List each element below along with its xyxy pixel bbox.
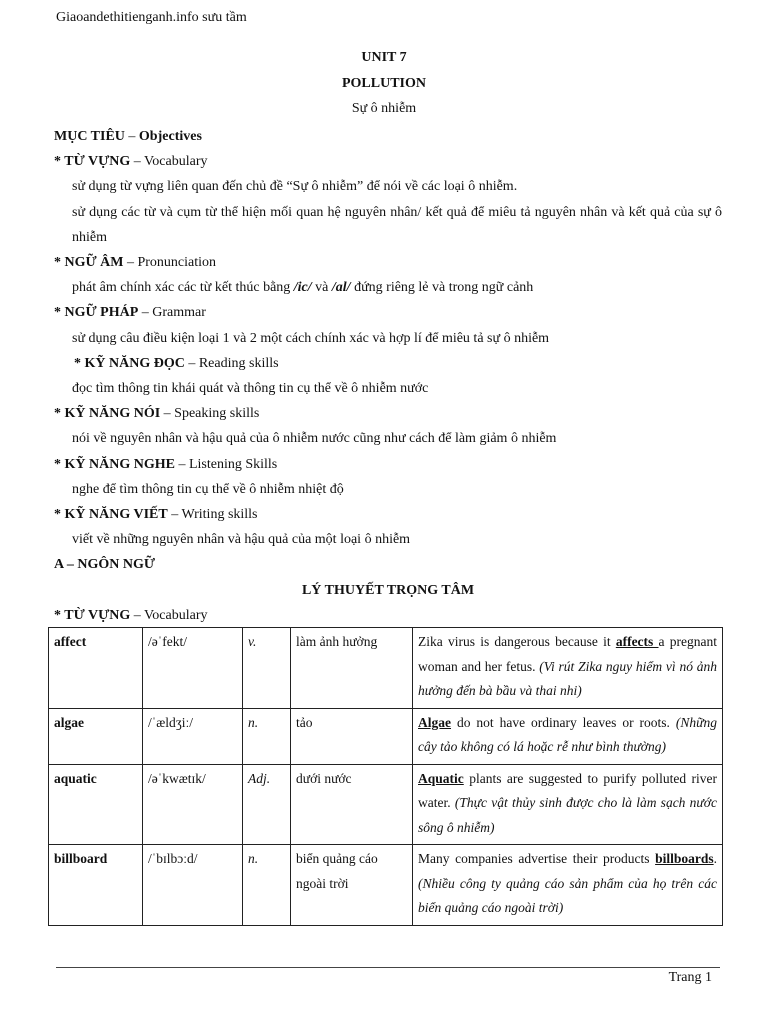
objective-line: phát âm chính xác các từ kết thúc bằng /ic/ và /al/ đứng riêng lẻ và trong ngữ cảnh [72,280,534,296]
objective-line: nghe để tìm thông tin cụ thể về ô nhiễm nhiệt độ [72,481,344,497]
vocab-ipa: /ˈbɪlbɔːd/ [143,845,243,926]
vocab-pos: n. [243,845,291,926]
writing-heading: * KỸ NĂNG VIẾT – Writing skills [54,507,258,523]
vocab-ipa: /ˈældʒiː/ [143,708,243,764]
vocab-pos: v. [243,628,291,709]
grammar-heading: * NGỮ PHÁP – Grammar [54,305,206,321]
vocab-word: affect [49,628,143,709]
vocab-meaning: dưới nước [291,764,413,845]
table-row [49,628,723,709]
objective-line: sử dụng từ vựng liên quan đến chủ đề “Sự ô nhiễm” để nói về các loại ô nhiễm. [72,179,518,195]
objectives-section [54,124,722,628]
source-credit: Giaoandethitienganh.info sưu tầm [56,10,247,25]
pronunciation-heading: * NGỮ ÂM – Pronunciation [54,255,217,271]
vocab-pos: Adj. [243,764,291,845]
vocab-ipa: /əˈkwætɪk/ [143,764,243,845]
vocab-meaning: tảo [291,708,413,764]
page-number: Trang 1 [668,970,712,985]
table-row [49,845,723,926]
vocab-word: aquatic [49,764,143,845]
vocab-example: Aquatic plants are suggested to purify polluted river water. (Thực vật thủy sinh được cho là làm sạch nước sông ô nhiễm) [413,764,723,845]
objective-line: đọc tìm thông tin khái quát và thông tin cụ thể về ô nhiễm nước [72,381,429,397]
vocab-example: Algae do not have ordinary leaves or roots. (Những cây tảo không có lá hoặc rễ như bình thường) [413,708,723,764]
speaking-heading: * KỸ NĂNG NÓI – Speaking skills [54,406,260,422]
footer-divider [56,967,720,968]
vocab-word: billboard [49,845,143,926]
vocab-word: algae [49,708,143,764]
unit-number: UNIT 7 [361,50,407,65]
unit-subtitle: Sự ô nhiễm [351,101,417,116]
objectives-heading: MỤC TIÊU – Objectives [54,129,202,144]
vocab-ipa: /əˈfekt/ [143,628,243,709]
objective-line: sử dụng các từ và cụm từ thể hiện mối quan hệ nguyên nhân/ kết quả để miêu tả nguyên nhân và kết quả của sự ô nhiễm [72,204,722,245]
unit-title: POLLUTION [341,76,426,91]
table-row [49,764,723,845]
objective-line: sử dụng câu điều kiện loại 1 và 2 một cách chính xác và hợp lí để miêu tả sự ô nhiễm [72,330,550,346]
objective-line: viết về những nguyên nhân và hậu quả của một loại ô nhiễm [72,532,411,548]
vocab-example: Many companies advertise their products billboards. (Nhiều công ty quảng cáo sản phẩm của họ trên các biển quảng cáo ngoài trời) [413,845,723,926]
vocab-meaning: biển quảng cáo ngoài trời [291,845,413,926]
vocabulary-table [48,627,723,926]
theory-heading: LÝ THUYẾT TRỌNG TÂM [301,582,475,598]
part-a-heading: A – NGÔN NGỮ [54,557,155,573]
vocab-pos: n. [243,708,291,764]
vocabulary-heading: * TỪ VỰNG – Vocabulary [54,154,208,170]
vocab-example: Zika virus is dangerous because it affects a pregnant woman and her fetus. (Vi rút Zika nguy hiểm vì nó ảnh hưởng đến bà bầu và thai nhi) [413,628,723,709]
objective-line: nói về nguyên nhân và hậu quả của ô nhiễm nước cũng như cách để làm giảm ô nhiễm [72,431,557,447]
table-row [49,708,723,764]
vocab-meaning: làm ảnh hưởng [291,628,413,709]
vocab-table-heading: * TỪ VỰNG – Vocabulary [54,607,208,623]
listening-heading: * KỸ NĂNG NGHE – Listening Skills [54,456,278,472]
reading-heading: * KỸ NĂNG ĐỌC – Reading skills [74,355,279,371]
